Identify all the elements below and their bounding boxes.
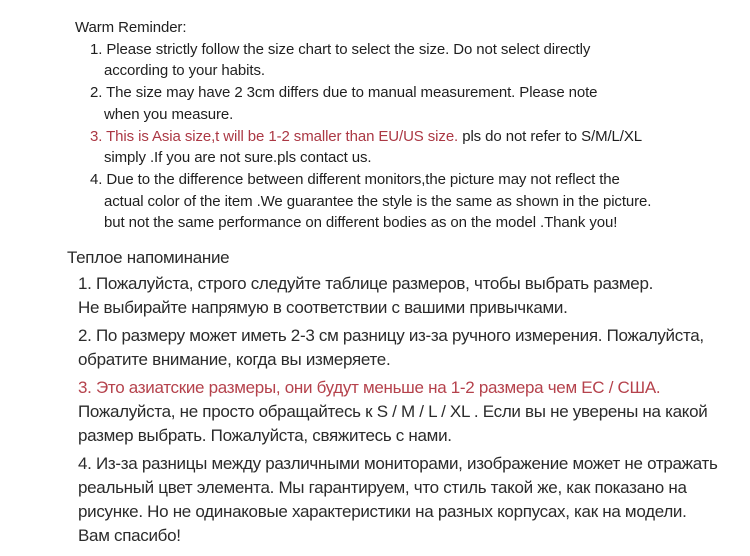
ru-item3-line3: размер выбрать. Пожалуйста, свяжитесь с нами. [78,426,452,445]
russian-reminder-section [67,246,718,548]
ru-item3 [78,376,718,448]
en-item3-line2: simply .If you are not sure.pls contact us. [104,149,372,167]
en-item4-line2: actual color of the item .We guarantee the style is the same as shown in the picture. [104,192,652,210]
ru-item2 [78,324,718,372]
russian-title: Теплое напоминание [67,248,230,267]
ru-item1 [78,272,718,320]
ru-item2-line1: 2. По размеру может иметь 2-3 см разницу из-за ручного измерения. Пожалуйста, [78,326,704,345]
en-item2-line1: 2. The size may have 2 3cm differs due to manual measurement. Please note [90,84,598,102]
ru-item1-line1: 1. Пожалуйста, строго следуйте таблице размеров, чтобы выбрать размер. [78,274,654,293]
en-item3-line1 [90,126,651,148]
ru-item2-line2: обратите внимание, когда вы измеряете. [78,350,391,369]
en-item1-line1: 1. Please strictly follow the size chart to select the size. Do not select directly [90,40,591,58]
ru-item4-line2: реальный цвет элемента. Мы гарантируем, что стиль такой же, как показано на [78,478,687,497]
en-item1-line2: according to your habits. [104,62,265,80]
ru-item3-line2: Пожалуйста, не просто обращайтесь к S / M / L / XL . Если вы не уверены на какой [78,402,708,421]
english-title: Warm Reminder: [75,19,187,36]
ru-item4-line3: рисунке. Но не одинаковые характеристики на разных корпусах, как на модели. [78,502,687,521]
ru-item1-line2: Не выбирайте напрямую в соответствии с вашими привычками. [78,298,568,317]
asia-size-warning-en: 3. This is Asia size,t will be 1-2 smaller than EU/US size. [90,127,459,145]
ru-item4 [78,452,718,548]
en-item4-line3: but not the same performance on different bodies as on the model .Thank you! [104,214,618,232]
asia-size-warning-ru: 3. Это азиатские размеры, они будут меньше на 1-2 размера чем ЕС / США. [78,378,661,397]
ru-item4-line4: Вам спасибо! [78,526,181,545]
en-item2-line2: when you measure. [104,105,234,123]
en-item4-line1: 4. Due to the difference between different monitors,the picture may not reflect the [90,170,620,188]
en-item3-line1-rest: pls do not refer to S/M/L/XL [458,127,643,145]
ru-item4-line1: 4. Из-за разницы между различными мониторами, изображение может не отражать [78,454,718,473]
english-reminder-section [75,17,651,234]
